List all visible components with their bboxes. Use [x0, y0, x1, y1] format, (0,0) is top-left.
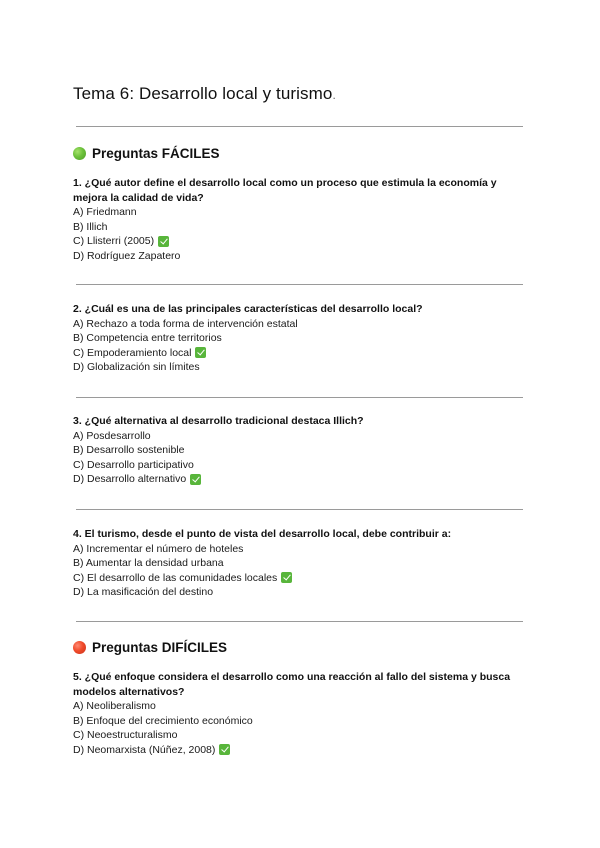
option-a	[73, 205, 533, 220]
question-5	[73, 670, 533, 757]
options-list	[73, 542, 533, 600]
option-a	[73, 542, 533, 557]
option-label: A) Incrementar el número de hoteles	[73, 542, 244, 555]
option-label: B) Desarrollo sostenible	[73, 444, 185, 456]
question-text: 5. ¿Qué enfoque considera el desarrollo como una reacción al fallo del sistema y busca modelos alternativos?	[73, 671, 511, 698]
option-c	[73, 728, 533, 743]
option-d-correct	[73, 472, 533, 487]
section-label: Preguntas DIFÍCILES	[92, 640, 228, 655]
option-c-correct	[73, 346, 533, 361]
options-list	[73, 205, 533, 263]
options-list	[73, 317, 533, 375]
option-label: A) Neoliberalismo	[73, 700, 156, 712]
option-a	[73, 317, 533, 332]
option-label: C) Neoestructuralismo	[73, 729, 178, 741]
question-text: 3. ¿Qué alternativa al desarrollo tradicional destaca Illich?	[73, 415, 364, 427]
question-2	[73, 302, 533, 375]
option-d	[73, 360, 533, 375]
option-label: C) Llisterri (2005)	[73, 235, 155, 247]
question-text: 2. ¿Cuál es una de las principales características del desarrollo local?	[73, 303, 423, 315]
option-label: C) Desarrollo participativo	[73, 458, 194, 471]
option-label: C) Empoderamiento local	[73, 346, 192, 359]
option-a	[73, 699, 533, 714]
option-label: B) Competencia entre territorios	[73, 332, 222, 344]
option-label: C) El desarrollo de las comunidades locales	[73, 571, 278, 584]
divider	[76, 621, 523, 622]
question-1	[73, 176, 533, 263]
options-list	[73, 699, 533, 757]
option-c-correct	[73, 571, 533, 586]
option-label: D) Neomarxista (Núñez, 2008)	[73, 743, 216, 756]
option-c	[73, 458, 533, 473]
option-d	[73, 249, 533, 264]
check-mark-icon	[281, 572, 292, 583]
check-mark-icon	[190, 474, 201, 485]
question-4	[73, 527, 533, 600]
title-text: Tema 6: Desarrollo local y turismo	[73, 84, 333, 103]
question-3	[73, 414, 533, 487]
option-d-correct	[73, 743, 533, 758]
divider	[76, 284, 523, 285]
green-circle-icon	[73, 147, 86, 160]
option-label: D) Desarrollo alternativo	[73, 473, 187, 485]
option-label: D) Globalización sin límites	[73, 361, 200, 373]
option-label: D) Rodríguez Zapatero	[73, 249, 181, 262]
option-b	[73, 443, 533, 458]
option-label: A) Posdesarrollo	[73, 429, 151, 442]
option-b	[73, 331, 533, 346]
divider	[76, 509, 523, 510]
question-text: 1. ¿Qué autor define el desarrollo local como un proceso que estimula la economía y mejora la calidad de vida?	[73, 177, 497, 204]
option-label: B) Aumentar la densidad urbana	[73, 557, 224, 569]
title-dot: .	[332, 88, 336, 102]
divider	[76, 397, 523, 398]
check-mark-icon	[195, 347, 206, 358]
page-title	[73, 84, 336, 104]
option-b	[73, 714, 533, 729]
option-b	[73, 220, 533, 235]
check-mark-icon	[158, 236, 169, 247]
question-text: 4. El turismo, desde el punto de vista del desarrollo local, debe contribuir a:	[73, 528, 452, 540]
check-mark-icon	[219, 744, 230, 755]
option-label: A) Rechazo a toda forma de intervención estatal	[73, 317, 298, 330]
option-b	[73, 556, 533, 571]
option-a	[73, 429, 533, 444]
option-d	[73, 585, 533, 600]
options-list	[73, 429, 533, 487]
divider	[76, 126, 523, 127]
section-label: Preguntas FÁCILES	[92, 146, 220, 161]
red-circle-icon	[73, 641, 86, 654]
option-label: D) La masificación del destino	[73, 586, 214, 598]
option-label: B) Enfoque del crecimiento económico	[73, 714, 253, 727]
section-heading-hard	[73, 640, 227, 655]
option-c-correct	[73, 234, 533, 249]
option-label: B) Illich	[73, 220, 108, 233]
option-label: A) Friedmann	[73, 206, 137, 218]
section-heading-easy	[73, 146, 220, 161]
